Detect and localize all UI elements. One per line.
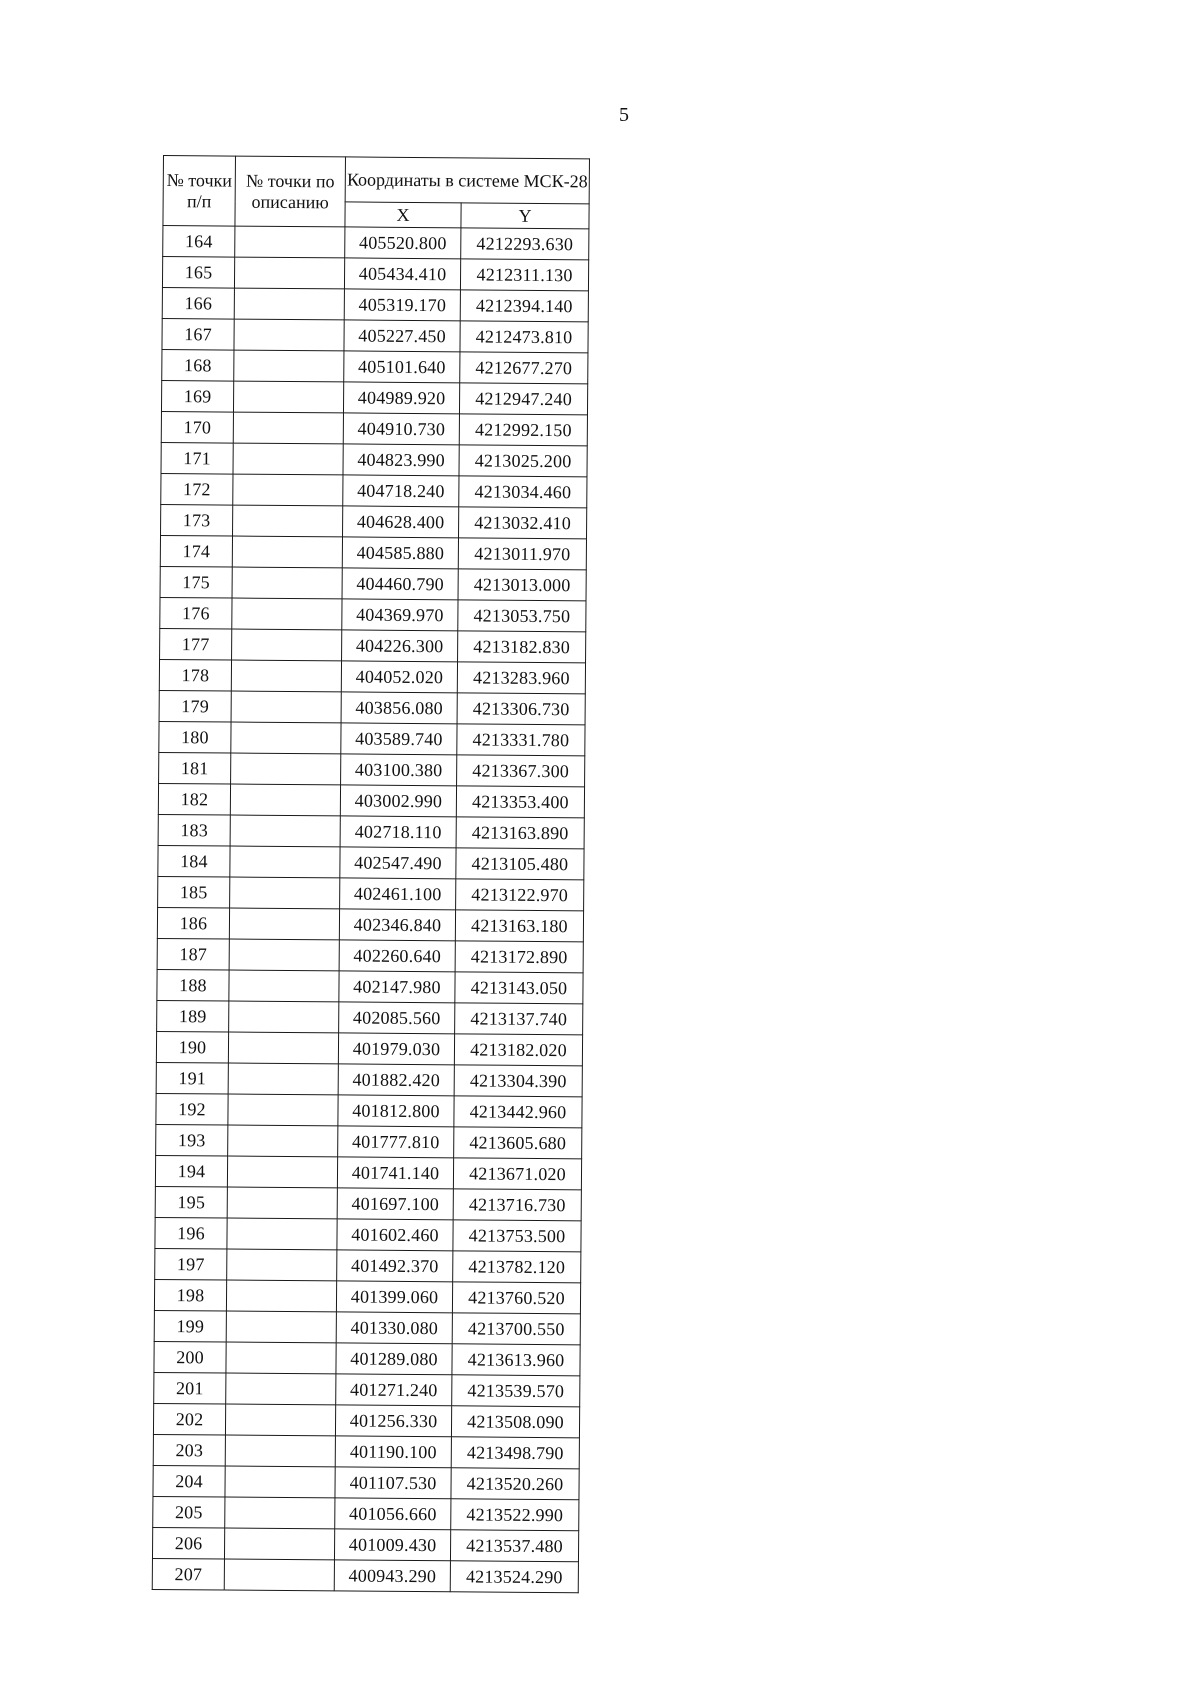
cell-x: 401492.370 [337, 1250, 453, 1282]
cell-point-number: 178 [159, 659, 231, 691]
cell-point-number: 164 [163, 226, 235, 258]
table-row [160, 566, 586, 600]
table-body [152, 226, 589, 1593]
cell-point-number: 184 [158, 845, 230, 877]
cell-y: 4213304.390 [454, 1065, 582, 1097]
cell-y: 4212947.240 [459, 383, 587, 415]
header-description-number: № точки по описанию [235, 156, 346, 227]
table-header [163, 156, 590, 229]
cell-point-number: 189 [157, 1000, 229, 1032]
cell-y: 4213537.480 [450, 1530, 578, 1562]
cell-point-number: 169 [161, 380, 233, 412]
coordinates-table [152, 155, 590, 1593]
cell-x: 402260.640 [339, 940, 455, 972]
cell-y: 4212677.270 [460, 352, 588, 384]
cell-point-number: 207 [152, 1558, 224, 1590]
cell-y: 4213163.180 [455, 910, 583, 942]
cell-point-number: 166 [162, 287, 234, 319]
table-row [155, 1248, 581, 1282]
cell-x: 404989.920 [343, 382, 459, 414]
table-row [161, 504, 587, 538]
cell-x: 401056.660 [335, 1498, 451, 1530]
cell-description-number [230, 877, 340, 909]
header-x: X [345, 202, 461, 228]
cell-y: 4213760.520 [452, 1282, 580, 1314]
cell-y: 4213137.740 [455, 1003, 583, 1035]
cell-y: 4213283.960 [457, 662, 585, 694]
cell-point-number: 176 [160, 597, 232, 629]
cell-x: 401777.810 [338, 1126, 454, 1158]
cell-x: 404052.020 [341, 661, 457, 693]
cell-x: 404585.880 [342, 537, 458, 569]
cell-description-number [233, 505, 343, 537]
cell-y: 4213539.570 [452, 1375, 580, 1407]
cell-description-number [232, 629, 342, 661]
cell-x: 404718.240 [343, 475, 459, 507]
cell-description-number [227, 1156, 337, 1188]
cell-point-number: 196 [155, 1217, 227, 1249]
table-row [153, 1465, 579, 1499]
cell-y: 4213306.730 [457, 693, 585, 725]
cell-point-number: 194 [155, 1155, 227, 1187]
cell-y: 4212311.130 [460, 259, 588, 291]
cell-y: 4213520.260 [451, 1468, 579, 1500]
cell-x: 403589.740 [341, 723, 457, 755]
cell-description-number [224, 1528, 334, 1560]
cell-x: 405319.170 [344, 289, 460, 321]
cell-description-number [228, 1032, 338, 1064]
table-row [156, 1062, 582, 1096]
table-row [163, 226, 589, 260]
cell-description-number [225, 1404, 335, 1436]
cell-x: 401009.430 [334, 1529, 450, 1561]
cell-point-number: 170 [161, 411, 233, 443]
cell-x: 402147.980 [339, 971, 455, 1003]
cell-y: 4212394.140 [460, 290, 588, 322]
cell-x: 402718.110 [340, 816, 456, 848]
cell-x: 403100.380 [341, 754, 457, 786]
cell-y: 4213013.000 [458, 569, 586, 601]
header-y: Y [461, 203, 589, 229]
cell-y: 4213182.830 [458, 631, 586, 663]
cell-point-number: 201 [154, 1372, 226, 1404]
cell-description-number [234, 319, 344, 351]
cell-x: 400943.290 [334, 1560, 450, 1592]
cell-description-number [234, 257, 344, 289]
cell-x: 402547.490 [340, 847, 456, 879]
cell-x: 401256.330 [335, 1405, 451, 1437]
table-row [156, 1124, 582, 1158]
table-row [159, 752, 585, 786]
cell-description-number [233, 412, 343, 444]
cell-x: 401289.080 [336, 1343, 452, 1375]
cell-description-number [228, 1063, 338, 1095]
table-row [157, 938, 583, 972]
table-row [154, 1372, 580, 1406]
cell-x: 401812.800 [338, 1095, 454, 1127]
cell-point-number: 171 [161, 442, 233, 474]
cell-description-number [225, 1435, 335, 1467]
cell-x: 401882.420 [338, 1064, 454, 1096]
cell-description-number [227, 1218, 337, 1250]
cell-y: 4213671.020 [453, 1158, 581, 1190]
cell-x: 401697.100 [337, 1188, 453, 1220]
table-row [152, 1558, 578, 1592]
cell-x: 402346.840 [339, 909, 455, 941]
cell-point-number: 192 [156, 1093, 228, 1125]
cell-y: 4213034.460 [459, 476, 587, 508]
cell-description-number [224, 1559, 334, 1591]
cell-x: 402461.100 [340, 878, 456, 910]
table-row [159, 690, 585, 724]
table-row [162, 287, 588, 321]
cell-point-number: 175 [160, 566, 232, 598]
cell-description-number [233, 443, 343, 475]
cell-x: 401107.530 [335, 1467, 451, 1499]
cell-description-number [229, 908, 339, 940]
cell-description-number [232, 536, 342, 568]
cell-point-number: 203 [153, 1434, 225, 1466]
page-number: 5 [619, 104, 629, 126]
cell-x: 404823.990 [343, 444, 459, 476]
cell-x: 401602.460 [337, 1219, 453, 1251]
cell-description-number [235, 226, 345, 258]
cell-x: 403856.080 [341, 692, 457, 724]
cell-y: 4213782.120 [453, 1251, 581, 1283]
table-row [161, 380, 587, 414]
cell-description-number [226, 1342, 336, 1374]
cell-description-number [232, 598, 342, 630]
cell-point-number: 186 [157, 907, 229, 939]
table-row [161, 442, 587, 476]
cell-point-number: 195 [155, 1186, 227, 1218]
table-row [161, 473, 587, 507]
cell-point-number: 200 [154, 1341, 226, 1373]
cell-y: 4212992.150 [459, 414, 587, 446]
cell-x: 401190.100 [335, 1436, 451, 1468]
cell-description-number [228, 1125, 338, 1157]
cell-y: 4213508.090 [451, 1406, 579, 1438]
table-row [157, 969, 583, 1003]
cell-point-number: 204 [153, 1465, 225, 1497]
table-row [158, 814, 584, 848]
cell-description-number [231, 660, 341, 692]
table-row [160, 535, 586, 569]
cell-x: 404910.730 [343, 413, 459, 445]
header-point-number: № точки п/п [163, 156, 236, 227]
cell-point-number: 187 [157, 938, 229, 970]
cell-description-number [228, 1094, 338, 1126]
cell-x: 401741.140 [337, 1157, 453, 1189]
cell-description-number [230, 815, 340, 847]
cell-y: 4213025.200 [459, 445, 587, 477]
table-row [159, 721, 585, 755]
table-row [156, 1031, 582, 1065]
cell-description-number [227, 1187, 337, 1219]
cell-description-number [231, 753, 341, 785]
table-row [161, 411, 587, 445]
cell-description-number [229, 939, 339, 971]
table-row [160, 597, 586, 631]
table-row [154, 1310, 580, 1344]
cell-description-number [227, 1249, 337, 1281]
cell-y: 4212473.810 [460, 321, 588, 353]
cell-point-number: 173 [161, 504, 233, 536]
cell-description-number [226, 1280, 336, 1312]
cell-point-number: 177 [160, 628, 232, 660]
cell-point-number: 172 [161, 473, 233, 505]
cell-description-number [226, 1311, 336, 1343]
cell-description-number [229, 1001, 339, 1033]
cell-y: 4213122.970 [456, 879, 584, 911]
cell-description-number [232, 567, 342, 599]
cell-description-number [234, 350, 344, 382]
cell-y: 4213367.300 [457, 755, 585, 787]
cell-point-number: 197 [155, 1248, 227, 1280]
cell-description-number [231, 722, 341, 754]
header-coordinates: Координаты в системе МСК-28 [345, 157, 589, 204]
table-row [153, 1403, 579, 1437]
cell-point-number: 206 [152, 1527, 224, 1559]
cell-description-number [225, 1466, 335, 1498]
cell-y: 4213011.970 [458, 538, 586, 570]
cell-x: 401271.240 [336, 1374, 452, 1406]
cell-point-number: 182 [158, 783, 230, 815]
cell-point-number: 168 [162, 349, 234, 381]
cell-point-number: 181 [159, 752, 231, 784]
table-row [158, 876, 584, 910]
cell-x: 405434.410 [344, 258, 460, 290]
table-row [153, 1496, 579, 1530]
cell-point-number: 205 [153, 1496, 225, 1528]
cell-point-number: 191 [156, 1062, 228, 1094]
cell-point-number: 199 [154, 1310, 226, 1342]
table-row [155, 1217, 581, 1251]
cell-y: 4213163.890 [456, 817, 584, 849]
cell-description-number [226, 1373, 336, 1405]
cell-y: 4213605.680 [454, 1127, 582, 1159]
cell-x: 404226.300 [342, 630, 458, 662]
cell-y: 4213700.550 [452, 1313, 580, 1345]
cell-x: 404369.970 [342, 599, 458, 631]
cell-point-number: 190 [156, 1031, 228, 1063]
table-row [162, 318, 588, 352]
cell-description-number [225, 1497, 335, 1529]
cell-y: 4213522.990 [451, 1499, 579, 1531]
cell-y: 4213613.960 [452, 1344, 580, 1376]
cell-point-number: 180 [159, 721, 231, 753]
cell-x: 401979.030 [338, 1033, 454, 1065]
table-row [153, 1434, 579, 1468]
cell-description-number [233, 474, 343, 506]
cell-x: 405520.800 [345, 227, 461, 259]
cell-description-number [230, 784, 340, 816]
cell-y: 4213442.960 [454, 1096, 582, 1128]
cell-x: 401399.060 [336, 1281, 452, 1313]
cell-y: 4213032.410 [459, 507, 587, 539]
table-row [157, 1000, 583, 1034]
table-row [158, 783, 584, 817]
table-row [154, 1341, 580, 1375]
table-row [156, 1093, 582, 1127]
cell-x: 403002.990 [340, 785, 456, 817]
cell-point-number: 202 [153, 1403, 225, 1435]
cell-point-number: 198 [154, 1279, 226, 1311]
cell-y: 4213498.790 [451, 1437, 579, 1469]
cell-point-number: 193 [156, 1124, 228, 1156]
cell-point-number: 167 [162, 318, 234, 350]
cell-description-number [230, 846, 340, 878]
table-row [152, 1527, 578, 1561]
table-row [162, 257, 588, 291]
cell-point-number: 183 [158, 814, 230, 846]
table-row [159, 659, 585, 693]
table-row [160, 628, 586, 662]
cell-description-number [234, 288, 344, 320]
cell-y: 4213753.500 [453, 1220, 581, 1252]
cell-x: 402085.560 [339, 1002, 455, 1034]
cell-description-number [229, 970, 339, 1002]
cell-description-number [231, 691, 341, 723]
cell-y: 4213105.480 [456, 848, 584, 880]
table-row [158, 845, 584, 879]
cell-point-number: 185 [158, 876, 230, 908]
cell-y: 4213716.730 [453, 1189, 581, 1221]
cell-x: 405227.450 [344, 320, 460, 352]
cell-x: 405101.640 [344, 351, 460, 383]
cell-y: 4213053.750 [458, 600, 586, 632]
cell-point-number: 188 [157, 969, 229, 1001]
cell-y: 4213182.020 [454, 1034, 582, 1066]
cell-x: 404628.400 [343, 506, 459, 538]
cell-y: 4212293.630 [461, 228, 589, 260]
cell-x: 404460.790 [342, 568, 458, 600]
table-row [157, 907, 583, 941]
table-row [155, 1186, 581, 1220]
cell-y: 4213172.890 [455, 941, 583, 973]
cell-y: 4213143.050 [455, 972, 583, 1004]
cell-x: 401330.080 [336, 1312, 452, 1344]
cell-description-number [233, 381, 343, 413]
cell-point-number: 179 [159, 690, 231, 722]
table-row [162, 349, 588, 383]
cell-y: 4213353.400 [456, 786, 584, 818]
cell-point-number: 174 [160, 535, 232, 567]
cell-y: 4213331.780 [457, 724, 585, 756]
table-row [154, 1279, 580, 1313]
cell-point-number: 165 [162, 257, 234, 289]
cell-y: 4213524.290 [450, 1561, 578, 1593]
table-row [155, 1155, 581, 1189]
